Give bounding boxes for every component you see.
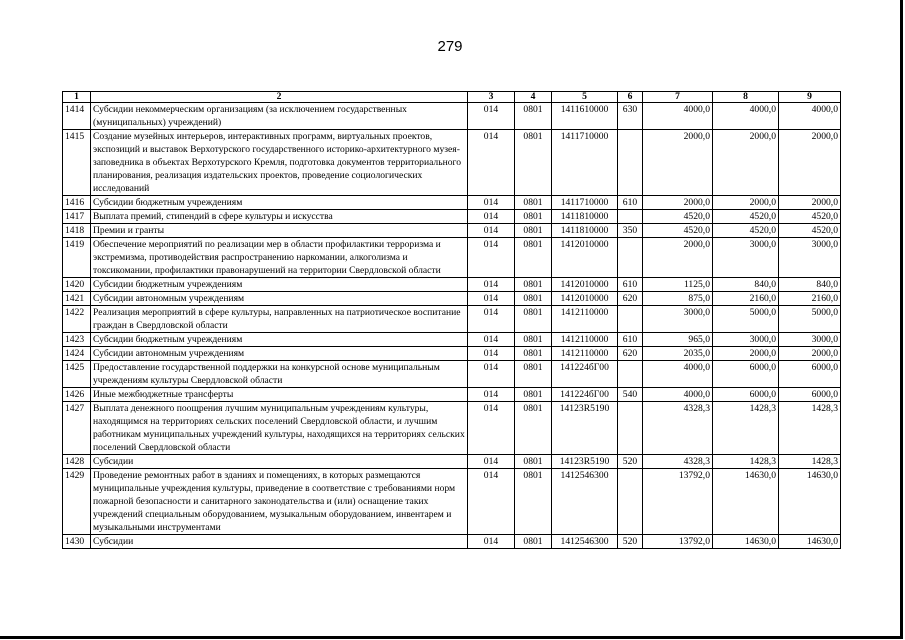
header-cell: 8 [713, 92, 779, 103]
expense-type-cell [618, 361, 643, 388]
expense-type-cell: 610 [618, 333, 643, 347]
header-cell: 4 [515, 92, 552, 103]
row-name-cell: Выплата денежного поощрения лучшим муниципальным учреждениям культуры, находящимся на территориях сельских поселений Свердловской области, и лучшим работникам муниципальных учреждений культуры, находящихся на территориях сельских поселений Свердловской области [91, 402, 468, 455]
header-cell: 6 [618, 92, 643, 103]
target-article-cell: 1412546300 [552, 469, 618, 535]
expense-type-cell: 630 [618, 103, 643, 130]
amount-cell: 2000,0 [643, 130, 713, 196]
section-code-cell: 0801 [515, 535, 552, 549]
amount-cell: 2000,0 [713, 347, 779, 361]
expense-type-cell [618, 402, 643, 455]
section-code-cell: 0801 [515, 455, 552, 469]
ministry-code-cell: 014 [468, 238, 515, 278]
amount-cell: 2000,0 [643, 196, 713, 210]
target-article-cell: 141224бГ00 [552, 388, 618, 402]
amount-cell: 6000,0 [713, 388, 779, 402]
section-code-cell: 0801 [515, 238, 552, 278]
row-number-cell: 1416 [63, 196, 91, 210]
amount-cell: 2000,0 [779, 130, 841, 196]
target-article-cell: 1411610000 [552, 103, 618, 130]
amount-cell: 6000,0 [713, 361, 779, 388]
table-row [63, 278, 841, 292]
amount-cell: 4520,0 [643, 210, 713, 224]
amount-cell: 4328,3 [643, 455, 713, 469]
row-number-cell: 1428 [63, 455, 91, 469]
ministry-code-cell: 014 [468, 130, 515, 196]
row-name-cell: Выплата премий, стипендий в сфере культуры и искусства [91, 210, 468, 224]
amount-cell: 14630,0 [713, 469, 779, 535]
amount-cell: 965,0 [643, 333, 713, 347]
ministry-code-cell: 014 [468, 402, 515, 455]
header-cell: 9 [779, 92, 841, 103]
table-row [63, 196, 841, 210]
amount-cell: 4000,0 [643, 388, 713, 402]
table-header [63, 92, 841, 103]
section-code-cell: 0801 [515, 402, 552, 455]
section-code-cell: 0801 [515, 347, 552, 361]
amount-cell: 3000,0 [643, 306, 713, 333]
amount-cell: 5000,0 [779, 306, 841, 333]
target-article-cell: 1412010000 [552, 238, 618, 278]
target-article-cell: 141224бГ00 [552, 361, 618, 388]
section-code-cell: 0801 [515, 224, 552, 238]
amount-cell: 14630,0 [779, 469, 841, 535]
amount-cell: 2160,0 [779, 292, 841, 306]
section-code-cell: 0801 [515, 333, 552, 347]
amount-cell: 1125,0 [643, 278, 713, 292]
ministry-code-cell: 014 [468, 196, 515, 210]
row-name-cell: Предоставление государственной поддержки на конкурсной основе муниципальным учреждениям культуры Свердловской области [91, 361, 468, 388]
section-code-cell: 0801 [515, 388, 552, 402]
amount-cell: 840,0 [713, 278, 779, 292]
table-row [63, 103, 841, 130]
amount-cell: 1428,3 [713, 455, 779, 469]
amount-cell: 13792,0 [643, 535, 713, 549]
row-name-cell: Субсидии автономным учреждениям [91, 347, 468, 361]
ministry-code-cell: 014 [468, 455, 515, 469]
amount-cell: 4520,0 [643, 224, 713, 238]
header-cell: 2 [91, 92, 468, 103]
expense-type-cell: 620 [618, 292, 643, 306]
amount-cell: 4520,0 [713, 210, 779, 224]
section-code-cell: 0801 [515, 130, 552, 196]
target-article-cell: 1412010000 [552, 292, 618, 306]
expense-type-cell: 620 [618, 347, 643, 361]
ministry-code-cell: 014 [468, 469, 515, 535]
amount-cell: 2000,0 [779, 347, 841, 361]
expense-type-cell [618, 130, 643, 196]
row-number-cell: 1426 [63, 388, 91, 402]
target-article-cell: 1412010000 [552, 278, 618, 292]
section-code-cell: 0801 [515, 306, 552, 333]
amount-cell: 1428,3 [713, 402, 779, 455]
amount-cell: 2000,0 [779, 196, 841, 210]
amount-cell: 2000,0 [713, 130, 779, 196]
target-article-cell: 14123R5190 [552, 402, 618, 455]
target-article-cell: 1412546300 [552, 535, 618, 549]
amount-cell: 4000,0 [643, 361, 713, 388]
section-code-cell: 0801 [515, 196, 552, 210]
amount-cell: 2000,0 [643, 238, 713, 278]
ministry-code-cell: 014 [468, 224, 515, 238]
row-number-cell: 1427 [63, 402, 91, 455]
row-name-cell: Иные межбюджетные трансферты [91, 388, 468, 402]
row-number-cell: 1420 [63, 278, 91, 292]
target-article-cell: 1412110000 [552, 333, 618, 347]
ministry-code-cell: 014 [468, 347, 515, 361]
ministry-code-cell: 014 [468, 361, 515, 388]
amount-cell: 4520,0 [779, 224, 841, 238]
amount-cell: 1428,3 [779, 402, 841, 455]
expense-type-cell: 350 [618, 224, 643, 238]
section-code-cell: 0801 [515, 292, 552, 306]
section-code-cell: 0801 [515, 103, 552, 130]
expense-type-cell: 610 [618, 196, 643, 210]
expense-type-cell: 520 [618, 455, 643, 469]
row-number-cell: 1421 [63, 292, 91, 306]
row-number-cell: 1430 [63, 535, 91, 549]
row-number-cell: 1423 [63, 333, 91, 347]
header-row [63, 92, 841, 103]
target-article-cell: 1412110000 [552, 347, 618, 361]
amount-cell: 3000,0 [779, 333, 841, 347]
target-article-cell: 1411710000 [552, 130, 618, 196]
row-name-cell: Создание музейных интерьеров, интерактивных программ, виртуальных проектов, экспозиций и выставок Верхотурского государственного историко-архитектурного музея-заповедника в объектах Верхотурского Кремля, подготовка документов территориального планирования, реализация издательских проектов, проведение социологических исследований [91, 130, 468, 196]
target-article-cell: 1411710000 [552, 196, 618, 210]
table-row [63, 402, 841, 455]
row-name-cell: Субсидии бюджетным учреждениям [91, 196, 468, 210]
ministry-code-cell: 014 [468, 306, 515, 333]
row-number-cell: 1419 [63, 238, 91, 278]
section-code-cell: 0801 [515, 469, 552, 535]
ministry-code-cell: 014 [468, 333, 515, 347]
row-number-cell: 1424 [63, 347, 91, 361]
target-article-cell: 14123R5190 [552, 455, 618, 469]
table-body [63, 103, 841, 549]
amount-cell: 4520,0 [713, 224, 779, 238]
table-row [63, 292, 841, 306]
target-article-cell: 1412110000 [552, 306, 618, 333]
row-number-cell: 1417 [63, 210, 91, 224]
amount-cell: 4000,0 [779, 103, 841, 130]
table-row [63, 224, 841, 238]
amount-cell: 5000,0 [713, 306, 779, 333]
row-name-cell: Реализация мероприятий в сфере культуры, направленных на патриотическое воспитание граждан в Свердловской области [91, 306, 468, 333]
amount-cell: 14630,0 [713, 535, 779, 549]
expense-type-cell: 520 [618, 535, 643, 549]
header-cell: 3 [468, 92, 515, 103]
amount-cell: 840,0 [779, 278, 841, 292]
table-row [63, 347, 841, 361]
row-name-cell: Субсидии бюджетным учреждениям [91, 278, 468, 292]
table-row [63, 130, 841, 196]
amount-cell: 4000,0 [643, 103, 713, 130]
budget-table [62, 91, 841, 549]
table-row [63, 469, 841, 535]
amount-cell: 875,0 [643, 292, 713, 306]
row-number-cell: 1422 [63, 306, 91, 333]
row-name-cell: Субсидии автономным учреждениям [91, 292, 468, 306]
header-cell: 1 [63, 92, 91, 103]
row-name-cell: Субсидии [91, 455, 468, 469]
expense-type-cell [618, 306, 643, 333]
row-number-cell: 1415 [63, 130, 91, 196]
expense-type-cell [618, 238, 643, 278]
row-name-cell: Обеспечение мероприятий по реализации мер в области профилактики терроризма и экстремизма, противодействия распространению наркомании, алкоголизма и токсикомании, профилактики правонарушений на территории Свердловской области [91, 238, 468, 278]
table-row [63, 535, 841, 549]
table-row [63, 238, 841, 278]
header-cell: 7 [643, 92, 713, 103]
amount-cell: 3000,0 [713, 333, 779, 347]
row-name-cell: Проведение ремонтных работ в зданиях и помещениях, в которых размещаются муниципальные учреждения культуры, приведение в соответствие с требованиями норм пожарной безопасности и санитарного законодательства и (или) оснащение таких учреждений специальным оборудованием, музыкальным оборудованием, инвентарем и музыкальными инструментами [91, 469, 468, 535]
ministry-code-cell: 014 [468, 103, 515, 130]
row-name-cell: Субсидии некоммерческим организациям (за исключением государственных (муниципальных) учреждений) [91, 103, 468, 130]
amount-cell: 2035,0 [643, 347, 713, 361]
amount-cell: 1428,3 [779, 455, 841, 469]
amount-cell: 13792,0 [643, 469, 713, 535]
amount-cell: 2160,0 [713, 292, 779, 306]
table-row [63, 333, 841, 347]
row-name-cell: Субсидии [91, 535, 468, 549]
row-number-cell: 1414 [63, 103, 91, 130]
header-cell: 5 [552, 92, 618, 103]
target-article-cell: 1411810000 [552, 224, 618, 238]
ministry-code-cell: 014 [468, 388, 515, 402]
ministry-code-cell: 014 [468, 535, 515, 549]
table-row [63, 455, 841, 469]
amount-cell: 3000,0 [713, 238, 779, 278]
ministry-code-cell: 014 [468, 278, 515, 292]
amount-cell: 4328,3 [643, 402, 713, 455]
table-row [63, 388, 841, 402]
amount-cell: 4000,0 [713, 103, 779, 130]
expense-type-cell: 610 [618, 278, 643, 292]
ministry-code-cell: 014 [468, 292, 515, 306]
amount-cell: 4520,0 [779, 210, 841, 224]
row-number-cell: 1418 [63, 224, 91, 238]
table-row [63, 306, 841, 333]
expense-type-cell: 540 [618, 388, 643, 402]
expense-type-cell [618, 210, 643, 224]
row-name-cell: Премии и гранты [91, 224, 468, 238]
expense-type-cell [618, 469, 643, 535]
ministry-code-cell: 014 [468, 210, 515, 224]
amount-cell: 6000,0 [779, 388, 841, 402]
section-code-cell: 0801 [515, 278, 552, 292]
section-code-cell: 0801 [515, 361, 552, 388]
row-name-cell: Субсидии бюджетным учреждениям [91, 333, 468, 347]
amount-cell: 14630,0 [779, 535, 841, 549]
target-article-cell: 1411810000 [552, 210, 618, 224]
amount-cell: 3000,0 [779, 238, 841, 278]
table-row [63, 210, 841, 224]
amount-cell: 6000,0 [779, 361, 841, 388]
page-number: 279 [437, 38, 463, 55]
row-number-cell: 1429 [63, 469, 91, 535]
row-number-cell: 1425 [63, 361, 91, 388]
section-code-cell: 0801 [515, 210, 552, 224]
amount-cell: 2000,0 [713, 196, 779, 210]
table-row [63, 361, 841, 388]
